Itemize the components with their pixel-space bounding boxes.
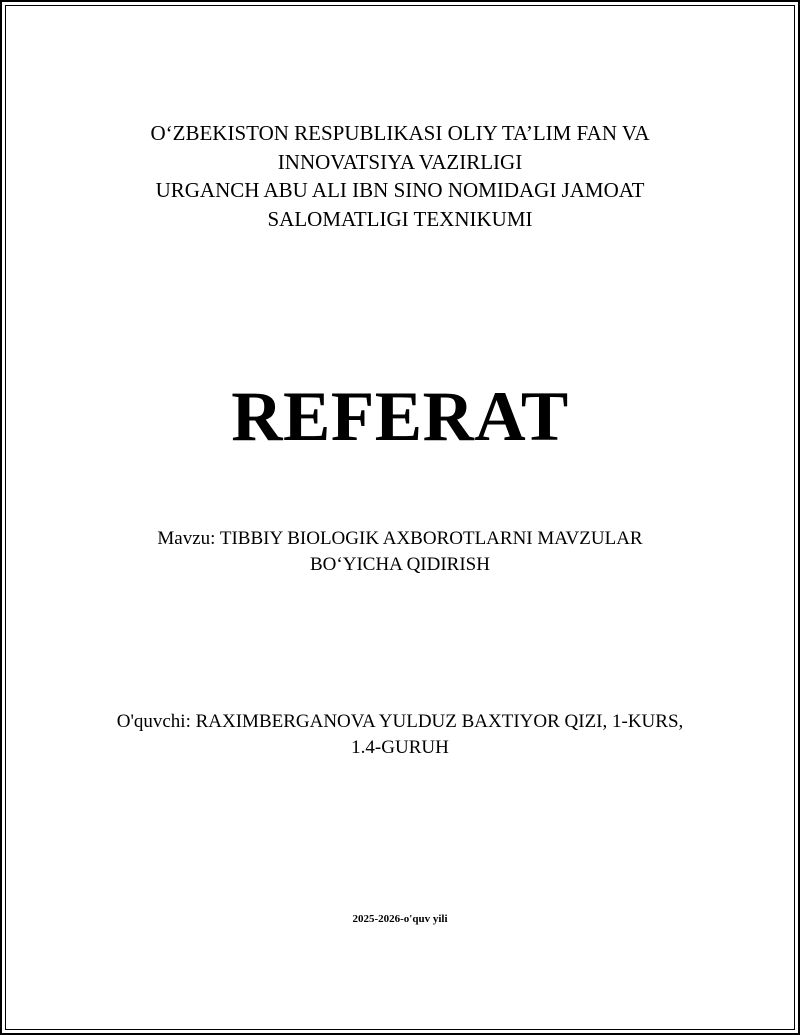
student-line: O'quvchi: RAXIMBERGANOVA YULDUZ BAXTIYOR QIZI, 1-KURS, [116, 711, 684, 732]
student-block [0, 709, 800, 761]
academic-year: 2025-2026-o'quv yili [352, 913, 448, 925]
institution-header-line: SALOMATLIGI TEXNIKUMI [267, 206, 533, 231]
document-title: REFERAT [231, 378, 569, 456]
institution-header-line: INNOVATSIYA VAZIRLIGI [277, 149, 523, 174]
institution-header [0, 119, 800, 233]
topic-block [0, 526, 800, 578]
topic-line: Mavzu: TIBBIY BIOLOGIK AXBOROTLARNI MAVZULAR [157, 528, 643, 549]
institution-header-line: O‘ZBEKISTON RESPUBLIKASI OLIY TA’LIM FAN VA [150, 121, 650, 145]
topic-line: BO‘YICHA QIDIRISH [310, 554, 490, 575]
student-line: 1.4-GURUH [351, 737, 449, 758]
institution-header-line: URGANCH ABU ALI IBN SINO NOMIDAGI JAMOAT [155, 178, 645, 202]
